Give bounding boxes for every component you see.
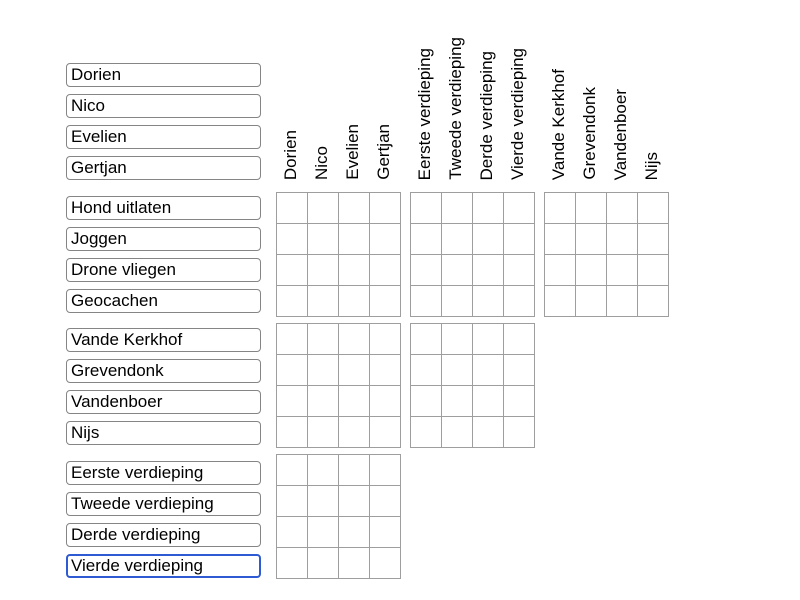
- names-item-4-input[interactable]: [66, 156, 261, 180]
- grid-cell[interactable]: [369, 223, 400, 254]
- grid-cell[interactable]: [410, 192, 441, 223]
- row-label-group-floors: [66, 461, 261, 585]
- grid-cell[interactable]: [276, 385, 307, 416]
- column-header: [410, 0, 441, 180]
- grid-cell[interactable]: [369, 354, 400, 385]
- activities-item-2-input[interactable]: [66, 227, 261, 251]
- grid-cell[interactable]: [472, 254, 503, 285]
- column-header-label: Nico: [312, 145, 332, 180]
- grid-cell[interactable]: [503, 223, 534, 254]
- grid-cell[interactable]: [606, 223, 637, 254]
- grid-cell[interactable]: [276, 547, 307, 578]
- column-header-label: Vandenboer: [611, 88, 631, 180]
- column-header-label: Tweede verdieping: [446, 37, 466, 180]
- grid-cell[interactable]: [503, 354, 534, 385]
- grid-cell[interactable]: [503, 385, 534, 416]
- floors-item-4-input[interactable]: [66, 554, 261, 578]
- grid-cell[interactable]: [369, 192, 400, 223]
- grid-cell[interactable]: [606, 254, 637, 285]
- grid-cell[interactable]: [637, 285, 668, 316]
- activities-item-3-input[interactable]: [66, 258, 261, 282]
- grid-cell[interactable]: [276, 485, 307, 516]
- grid-cell[interactable]: [307, 547, 338, 578]
- column-header: [338, 0, 369, 180]
- grid-cell[interactable]: [307, 254, 338, 285]
- grid-cell[interactable]: [276, 323, 307, 354]
- grid-cell[interactable]: [338, 192, 369, 223]
- grid-cell[interactable]: [369, 254, 400, 285]
- column-header: [637, 0, 668, 180]
- column-header: [503, 0, 534, 180]
- grid-cell[interactable]: [338, 547, 369, 578]
- grid-cell[interactable]: [441, 192, 472, 223]
- column-header-label: Vierde verdieping: [508, 48, 528, 180]
- grid-cell[interactable]: [503, 192, 534, 223]
- grid-cell[interactable]: [575, 192, 606, 223]
- grid-cell[interactable]: [369, 547, 400, 578]
- floors-item-1-input[interactable]: [66, 461, 261, 485]
- grid-cell[interactable]: [410, 254, 441, 285]
- grid-cell[interactable]: [369, 285, 400, 316]
- column-header: [544, 0, 575, 180]
- grid-cell[interactable]: [441, 323, 472, 354]
- grid-cell[interactable]: [575, 223, 606, 254]
- grid-cell[interactable]: [472, 223, 503, 254]
- column-header-label: Grevendonk: [580, 87, 600, 180]
- grid-cell[interactable]: [410, 285, 441, 316]
- column-header-label: Gertjan: [374, 124, 394, 180]
- names-item-2-input[interactable]: [66, 94, 261, 118]
- grid-cell[interactable]: [276, 516, 307, 547]
- grid-block-floors-names: [276, 454, 401, 579]
- column-header: [606, 0, 637, 180]
- names-item-1-input[interactable]: [66, 63, 261, 87]
- grid-cell[interactable]: [307, 285, 338, 316]
- grid-cell[interactable]: [307, 354, 338, 385]
- row-label-group-surnames: [66, 328, 261, 452]
- floors-item-3-input[interactable]: [66, 523, 261, 547]
- grid-cell[interactable]: [544, 254, 575, 285]
- grid-cell[interactable]: [410, 385, 441, 416]
- grid-cell[interactable]: [472, 323, 503, 354]
- column-header-label: Eerste verdieping: [415, 47, 435, 180]
- activities-item-4-input[interactable]: [66, 289, 261, 313]
- grid-cell[interactable]: [441, 285, 472, 316]
- grid-cell[interactable]: [307, 223, 338, 254]
- grid-cell[interactable]: [369, 516, 400, 547]
- grid-cell[interactable]: [338, 223, 369, 254]
- grid-cell[interactable]: [503, 416, 534, 447]
- grid-cell[interactable]: [307, 323, 338, 354]
- surnames-item-1-input[interactable]: [66, 328, 261, 352]
- grid-cell[interactable]: [472, 192, 503, 223]
- grid-block-activities-floors: [410, 192, 535, 317]
- grid-cell[interactable]: [307, 192, 338, 223]
- grid-cell[interactable]: [606, 285, 637, 316]
- grid-cell[interactable]: [503, 285, 534, 316]
- grid-cell[interactable]: [276, 354, 307, 385]
- grid-cell[interactable]: [637, 254, 668, 285]
- grid-cell[interactable]: [276, 223, 307, 254]
- grid-cell[interactable]: [338, 385, 369, 416]
- grid-cell[interactable]: [369, 416, 400, 447]
- grid-block-activities-names: [276, 192, 401, 317]
- grid-cell[interactable]: [369, 485, 400, 516]
- grid-cell[interactable]: [441, 254, 472, 285]
- grid-cell[interactable]: [307, 385, 338, 416]
- grid-cell[interactable]: [472, 416, 503, 447]
- grid-cell[interactable]: [307, 454, 338, 485]
- grid-block-surnames-names: [276, 323, 401, 448]
- grid-cell[interactable]: [276, 285, 307, 316]
- grid-cell[interactable]: [441, 354, 472, 385]
- grid-cell[interactable]: [276, 192, 307, 223]
- column-header-group-surnames: [544, 0, 668, 180]
- surnames-item-3-input[interactable]: [66, 390, 261, 414]
- activities-item-1-input[interactable]: [66, 196, 261, 220]
- grid-cell[interactable]: [575, 254, 606, 285]
- grid-cell[interactable]: [338, 516, 369, 547]
- column-header-label: Dorien: [281, 129, 301, 180]
- grid-cell[interactable]: [307, 485, 338, 516]
- grid-block-surnames-floors: [410, 323, 535, 448]
- grid-cell[interactable]: [338, 285, 369, 316]
- column-header-group-floors: [410, 0, 534, 180]
- grid-cell[interactable]: [410, 323, 441, 354]
- grid-cell[interactable]: [338, 416, 369, 447]
- grid-cell[interactable]: [441, 385, 472, 416]
- row-label-group-names: [66, 63, 261, 187]
- grid-cell[interactable]: [307, 516, 338, 547]
- grid-cell[interactable]: [575, 285, 606, 316]
- column-header: [472, 0, 503, 180]
- grid-cell[interactable]: [503, 323, 534, 354]
- grid-cell[interactable]: [410, 223, 441, 254]
- grid-cell[interactable]: [637, 223, 668, 254]
- surnames-item-2-input[interactable]: [66, 359, 261, 383]
- column-header-group-names: [276, 0, 400, 180]
- grid-cell[interactable]: [544, 285, 575, 316]
- grid-cell[interactable]: [338, 354, 369, 385]
- grid-cell[interactable]: [472, 354, 503, 385]
- grid-cell[interactable]: [369, 323, 400, 354]
- grid-cell[interactable]: [276, 416, 307, 447]
- grid-cell[interactable]: [606, 192, 637, 223]
- grid-cell[interactable]: [637, 192, 668, 223]
- grid-cell[interactable]: [441, 416, 472, 447]
- grid-cell[interactable]: [544, 223, 575, 254]
- grid-cell[interactable]: [276, 454, 307, 485]
- column-header-label: Derde verdieping: [477, 50, 497, 180]
- grid-cell[interactable]: [338, 454, 369, 485]
- grid-cell[interactable]: [544, 192, 575, 223]
- row-label-group-activities: [66, 196, 261, 320]
- grid-cell[interactable]: [369, 385, 400, 416]
- grid-cell[interactable]: [338, 485, 369, 516]
- column-header-label: Evelien: [343, 124, 363, 180]
- column-header: [369, 0, 400, 180]
- grid-cell[interactable]: [410, 354, 441, 385]
- grid-cell[interactable]: [410, 416, 441, 447]
- grid-cell[interactable]: [338, 323, 369, 354]
- surnames-item-4-input[interactable]: [66, 421, 261, 445]
- column-header-label: Vande Kerkhof: [549, 68, 569, 180]
- grid-cell[interactable]: [338, 254, 369, 285]
- column-header: [441, 0, 472, 180]
- column-header-label: Nijs: [642, 151, 662, 180]
- column-header: [307, 0, 338, 180]
- grid-cell[interactable]: [503, 254, 534, 285]
- grid-cell[interactable]: [472, 285, 503, 316]
- grid-block-activities-surnames: [544, 192, 669, 317]
- grid-cell[interactable]: [472, 385, 503, 416]
- floors-item-2-input[interactable]: [66, 492, 261, 516]
- grid-cell[interactable]: [441, 223, 472, 254]
- grid-cell[interactable]: [307, 416, 338, 447]
- column-header: [276, 0, 307, 180]
- names-item-3-input[interactable]: [66, 125, 261, 149]
- grid-cell[interactable]: [276, 254, 307, 285]
- grid-cell[interactable]: [369, 454, 400, 485]
- column-header: [575, 0, 606, 180]
